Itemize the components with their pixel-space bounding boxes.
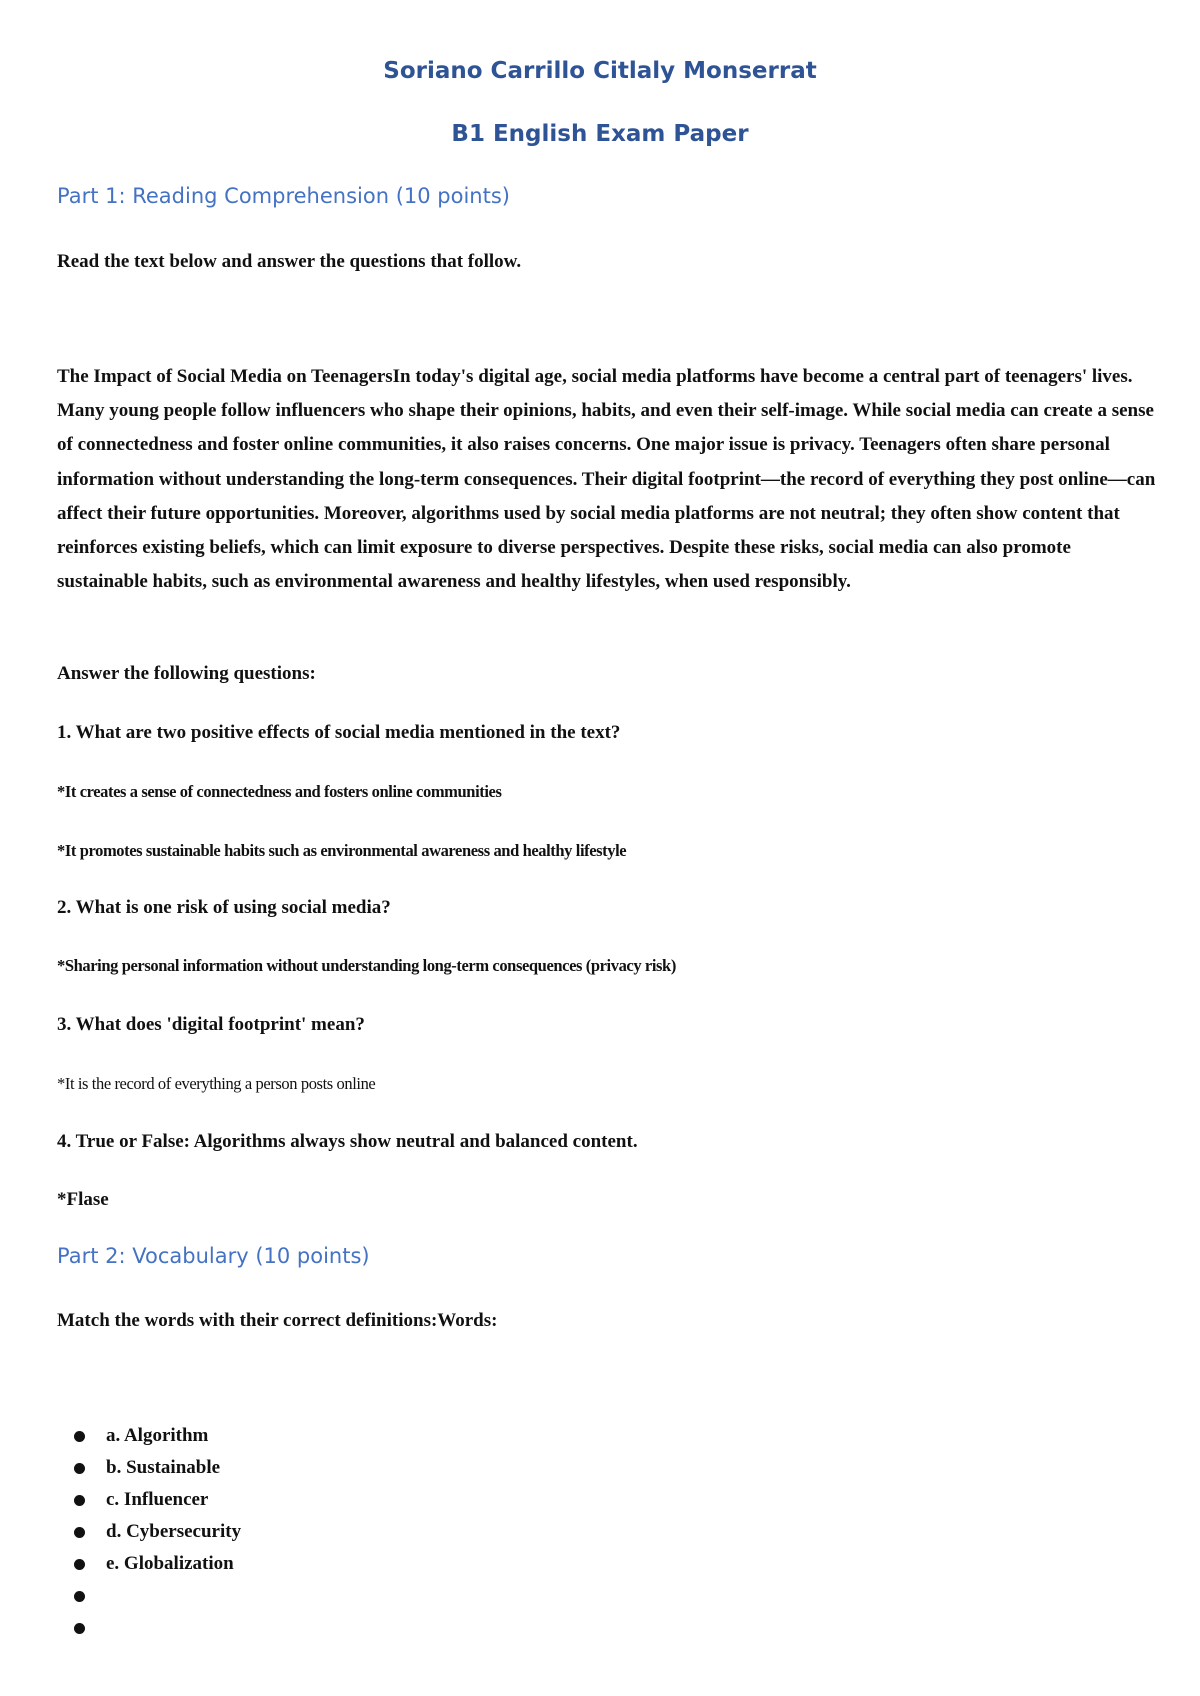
question-1-answer-b: *It promotes sustainable habits such as environmental awareness and healthy lifestyle — [57, 841, 627, 860]
question-3-answer: *It is the record of everything a person posts online — [57, 1074, 376, 1093]
vocabulary-word-list — [70, 1420, 241, 1644]
question-1: 1. What are two positive effects of social media mentioned in the text? — [57, 722, 621, 743]
question-1-answer-a: *It creates a sense of connectedness and fosters online communities — [57, 782, 502, 801]
question-4-answer: *Flase — [57, 1189, 109, 1210]
word-label: c. Influencer — [106, 1489, 209, 1510]
bullet-icon — [74, 1495, 85, 1506]
part2-instruction: Match the words with their correct definitions:Words: — [57, 1310, 498, 1331]
list-item — [70, 1612, 241, 1644]
question-2: 2. What is one risk of using social media? — [57, 897, 391, 918]
word-label: d. Cybersecurity — [106, 1521, 242, 1542]
list-item — [70, 1580, 241, 1612]
list-item — [70, 1548, 241, 1580]
word-label: e. Globalization — [106, 1553, 234, 1574]
document-title: B1 English Exam Paper — [451, 121, 749, 147]
bullet-icon — [74, 1431, 85, 1442]
bullet-icon — [74, 1591, 85, 1602]
word-label: b. Sustainable — [106, 1457, 221, 1478]
bullet-icon — [74, 1559, 85, 1570]
bullet-icon — [74, 1623, 85, 1634]
part1-heading: Part 1: Reading Comprehension (10 points) — [57, 184, 510, 208]
question-4: 4. True or False: Algorithms always show neutral and balanced content. — [57, 1131, 638, 1152]
list-item — [70, 1516, 241, 1548]
list-item — [70, 1484, 241, 1516]
list-item — [70, 1452, 241, 1484]
question-2-answer: *Sharing personal information without understanding long-term consequences (privacy risk) — [57, 956, 676, 975]
word-label: a. Algorithm — [106, 1425, 209, 1446]
part1-instruction: Read the text below and answer the questions that follow. — [57, 251, 522, 272]
part2-heading: Part 2: Vocabulary (10 points) — [57, 1244, 370, 1268]
question-3: 3. What does 'digital footprint' mean? — [57, 1014, 365, 1035]
reading-passage: The Impact of Social Media on TeenagersIn today's digital age, social media platforms have become a central part of teenagers' lives. Many young people follow influencers who shape their opinions, habits, and even their self-image. While social media can create a sense of connectedness and foster online communities, it also raises concerns. One major issue is privacy. Teenagers often share personal information without understanding the long-term consequences. Their digital footprint—the record of everything they post online—can affect their future opportunities. Moreover, algorithms used by social media platforms are not neutral; they often show content that reinforces existing beliefs, which can limit exposure to diverse perspectives. Despite these risks, social media can also promote sustainable habits, such as environmental awareness and healthy lifestyles, when used responsibly. — [57, 366, 1156, 593]
bullet-icon — [74, 1527, 85, 1538]
questions-intro: Answer the following questions: — [57, 663, 316, 684]
list-item — [70, 1420, 241, 1452]
bullet-icon — [74, 1463, 85, 1474]
author-name: Soriano Carrillo Citlaly Monserrat — [383, 58, 817, 84]
